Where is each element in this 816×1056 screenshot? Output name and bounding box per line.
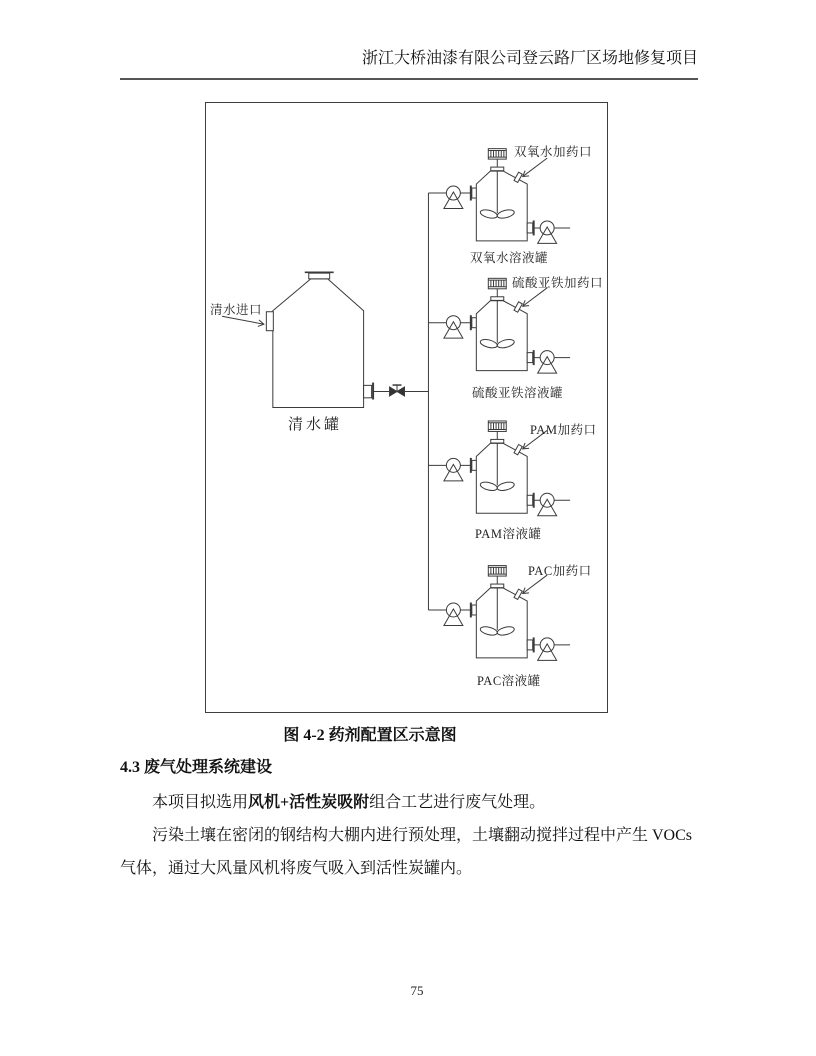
diagram-canvas	[206, 103, 607, 712]
paragraph-1-post: 组合工艺进行废气处理。	[369, 794, 546, 811]
paragraph-2: 污染土壤在密闭的钢结构大棚内进行预处理，土壤翻动搅拌过程中产生 VOCs 气体，通过大风量风机将废气吸入到活性炭罐内。	[120, 827, 693, 877]
clean-water-tank-label: 清水罐	[288, 417, 343, 433]
tank-unit-1	[428, 149, 570, 244]
unit-2-tank-label: 硫酸亚铁溶液罐	[472, 386, 564, 400]
valve-icon	[390, 385, 405, 396]
section-heading: 4.3 废气处理系统建设	[120, 759, 273, 776]
unit-1-dosing-port-label: 双氧水加药口	[514, 145, 593, 159]
unit-3-tank-label: PAM溶液罐	[475, 527, 542, 541]
diagram-box	[205, 102, 608, 713]
unit-4-dosing-port-label: PAC加药口	[528, 564, 592, 578]
figure-caption: 图 4-2 药剂配置区示意图	[283, 727, 457, 744]
clean-water-tank-shape	[222, 272, 373, 407]
clean-water-inlet-nozzle	[266, 312, 273, 331]
paragraph-1-bold: 风机+活性炭吸附	[248, 794, 370, 811]
clean-water-outlet-nozzle	[364, 385, 372, 397]
tank-unit-2	[428, 278, 570, 373]
paragraph-1	[120, 786, 692, 819]
header-title: 浙江大桥油漆有限公司登云路厂区场地修复项目	[361, 50, 698, 67]
unit-3-dosing-port-label: PAM加药口	[530, 423, 597, 437]
header-rule	[120, 78, 698, 80]
paragraph-1-pre: 本项目拟选用	[152, 794, 249, 811]
page-number: 75	[410, 983, 424, 998]
unit-4-tank-label: PAC溶液罐	[477, 674, 541, 688]
unit-2-dosing-port-label: 硫酸亚铁加药口	[512, 276, 604, 290]
tank-unit-4	[428, 566, 570, 661]
clean-water-inlet-label: 清水进口	[210, 303, 263, 317]
unit-1-tank-label: 双氧水溶液罐	[470, 251, 549, 265]
